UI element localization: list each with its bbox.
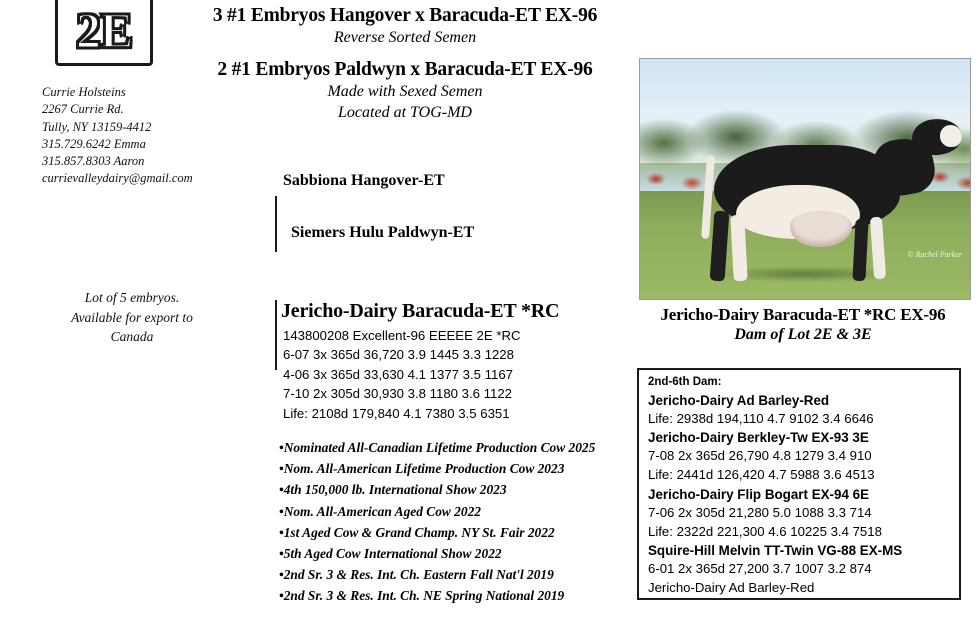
- photo-caption-relation: Dam of Lot 2E & 3E: [734, 326, 872, 343]
- maternal-box-header: 2nd-6th Dam:: [648, 376, 722, 388]
- cow-photograph: [639, 58, 971, 300]
- photo-credit-text: © Rachel Parker: [907, 250, 962, 259]
- consignor-line: 315.857.8303 Aaron: [42, 154, 145, 168]
- lot-headline: [170, 4, 640, 123]
- consignor-email: currievalleydairy@gmail.com: [42, 171, 193, 186]
- dam-record-line: Life: 2108d 179,840 4.1 7380 3.5 6351: [283, 405, 510, 421]
- maternal-record-line: 7-08 2x 365d 26,790 4.8 1279 3.4 910: [648, 448, 872, 464]
- photo-caption-name: Jericho-Dairy Baracuda-ET *RC EX-96: [660, 305, 946, 324]
- photo-caption: [620, 305, 978, 344]
- consignor-line: Currie Holsteins: [42, 85, 126, 99]
- maternal-record-line: Life: 2322d 221,300 4.6 10225 3.4 7518: [648, 523, 882, 539]
- dam-record-line: 7-10 2x 305d 30,930 3.8 1180 3.6 1122: [283, 386, 513, 402]
- headline-semen-note-2: Made with Sexed Semen: [327, 82, 483, 100]
- maternal-record-line: 6-01 2x 365d 27,200 3.7 1007 3.2 874: [648, 561, 872, 577]
- maternal-dam-name: Squire-Hill Melvin TT-Twin VG-88 EX-MS: [648, 543, 903, 559]
- award-item: •Nom. All-American Lifetime Production Cow 2023: [279, 461, 565, 477]
- headline-location: Located at TOG-MD: [338, 103, 472, 121]
- award-item: •5th Aged Cow International Show 2022: [279, 545, 502, 561]
- award-item: •1st Aged Cow & Grand Champ. NY St. Fair 2022: [279, 524, 555, 540]
- dam-record-line: 6-07 3x 365d 36,720 3.9 1445 3.3 1228: [283, 347, 514, 363]
- headline-embryo-offer-1: 3 #1 Embryos Hangover x Baracuda-ET EX-96: [212, 5, 598, 26]
- consignor-line: Tully, NY 13159-4412: [42, 119, 152, 134]
- maternal-record-line: Life: 2441d 126,420 4.7 5988 3.6 4513: [648, 467, 875, 483]
- lot-note-line: Available for export to: [71, 309, 193, 325]
- pedigree-bracket-lower: [275, 300, 277, 370]
- maternal-dam-name: Jericho-Dairy Ad Barley-Red: [648, 392, 830, 408]
- dam-production-records: [283, 326, 643, 423]
- pedigree-dam-name: Jericho-Dairy Baracuda-ET *RC: [281, 300, 560, 322]
- lot-availability-note: [42, 288, 222, 347]
- awards-list: [279, 437, 639, 606]
- award-item: •2nd Sr. 3 & Res. Int. Ch. Eastern Fall Nat'l 2019: [279, 567, 554, 583]
- maternal-line-box: [637, 368, 961, 600]
- pedigree-bracket-upper: [275, 196, 277, 252]
- lot-number-badge: [55, 0, 153, 66]
- headline-semen-note-1: Reverse Sorted Semen: [333, 29, 477, 46]
- lot-number-text: 2E: [75, 2, 133, 58]
- dam-record-line: 143800208 Excellent-96 EEEEE 2E *RC: [283, 328, 521, 343]
- maternal-record-line: 7-06 2x 305d 21,280 5.0 1088 3.3 714: [648, 504, 872, 520]
- consignor-line: 2267 Currie Rd.: [42, 102, 124, 117]
- consignor-line: 315.729.6242 Emma: [42, 136, 146, 151]
- award-item: •Nominated All-Canadian Lifetime Production Cow 2025: [279, 440, 596, 455]
- award-item: •Nom. All-American Aged Cow 2022: [279, 503, 481, 519]
- cow-face-marking: [940, 125, 962, 147]
- headline-embryo-offer-2: 2 #1 Embryos Paldwyn x Baracuda-ET EX-96: [217, 58, 593, 80]
- maternal-dam-name: Jericho-Dairy Berkley-Tw EX-93 3E: [648, 430, 869, 446]
- maternal-dam-name: Jericho-Dairy Flip Bogart EX-94 6E: [648, 486, 870, 502]
- award-item: •2nd Sr. 3 & Res. Int. Ch. NE Spring National 2019: [279, 588, 565, 604]
- pedigree-sire-hangover: Sabbiona Hangover-ET: [283, 172, 445, 189]
- lot-note-line: Canada: [110, 329, 154, 345]
- pedigree-sire-paldwyn: Siemers Hulu Paldwyn-ET: [291, 224, 475, 241]
- dam-record-line: 4-06 3x 365d 33,630 4.1 1377 3.5 1167: [283, 366, 514, 382]
- award-item: •4th 150,000 lb. International Show 2023: [279, 482, 507, 498]
- lot-note-line: Lot of 5 embryos.: [84, 290, 180, 305]
- maternal-box-footer: Jericho-Dairy Ad Barley-Red: [648, 580, 815, 596]
- maternal-record-line: Life: 2938d 194,110 4.7 9102 3.4 6646: [648, 410, 874, 426]
